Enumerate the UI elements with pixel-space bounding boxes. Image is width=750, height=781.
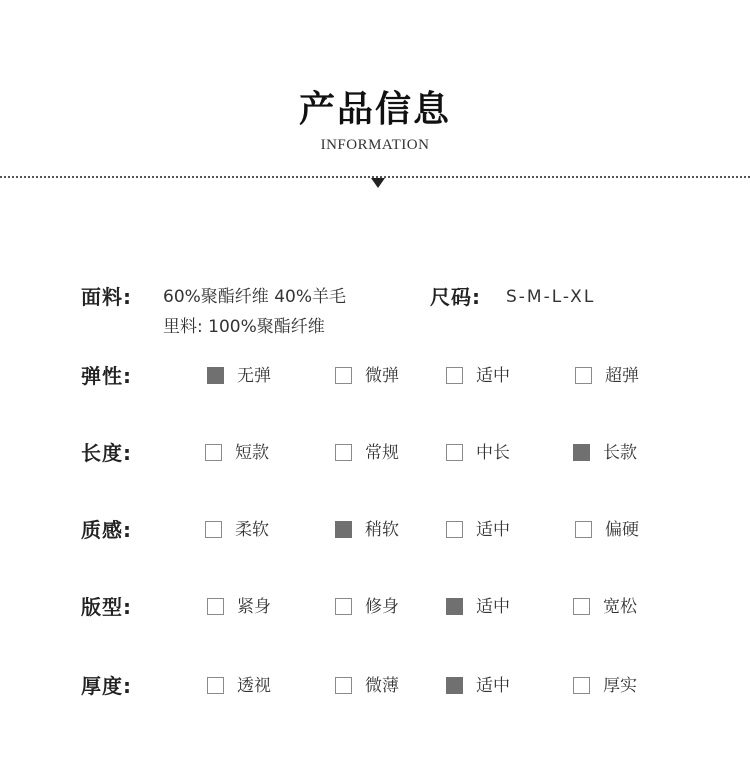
unchecked-box-icon bbox=[573, 598, 590, 615]
thickness-option-label: 适中 bbox=[476, 676, 510, 696]
elasticity-option-label: 无弹 bbox=[237, 366, 271, 386]
checked-box-icon bbox=[207, 367, 224, 384]
checked-box-icon bbox=[573, 444, 590, 461]
texture-option-label: 柔软 bbox=[235, 520, 269, 540]
lining-composition: 里料: 100%聚酯纤维 bbox=[163, 317, 325, 337]
fit-option-label: 宽松 bbox=[603, 597, 637, 617]
triangle-down-icon bbox=[371, 178, 385, 188]
thickness-option-label: 透视 bbox=[237, 676, 271, 696]
checked-box-icon bbox=[335, 521, 352, 538]
unchecked-box-icon bbox=[575, 521, 592, 538]
fabric-label: 面料: bbox=[81, 285, 132, 309]
length-option-label: 长款 bbox=[603, 443, 637, 463]
length-option-label: 常规 bbox=[365, 443, 399, 463]
checked-box-icon bbox=[446, 677, 463, 694]
fit-label: 版型: bbox=[81, 595, 132, 619]
thickness-option-label: 厚实 bbox=[603, 676, 637, 696]
unchecked-box-icon bbox=[335, 677, 352, 694]
unchecked-box-icon bbox=[207, 598, 224, 615]
thickness-label: 厚度: bbox=[81, 674, 132, 698]
elasticity-option-label: 超弹 bbox=[605, 366, 639, 386]
unchecked-box-icon bbox=[207, 677, 224, 694]
unchecked-box-icon bbox=[575, 367, 592, 384]
length-option-label: 中长 bbox=[476, 443, 510, 463]
elasticity-option-label: 适中 bbox=[476, 366, 510, 386]
unchecked-box-icon bbox=[446, 367, 463, 384]
texture-option-label: 适中 bbox=[476, 520, 510, 540]
length-option-label: 短款 bbox=[235, 443, 269, 463]
fabric-composition: 60%聚酯纤维 40%羊毛 bbox=[163, 287, 346, 307]
thickness-option-label: 微薄 bbox=[365, 676, 399, 696]
fit-option-label: 紧身 bbox=[237, 597, 271, 617]
unchecked-box-icon bbox=[573, 677, 590, 694]
length-label: 长度: bbox=[81, 441, 132, 465]
unchecked-box-icon bbox=[446, 521, 463, 538]
unchecked-box-icon bbox=[335, 444, 352, 461]
elasticity-label: 弹性: bbox=[81, 364, 132, 388]
texture-option-label: 偏硬 bbox=[605, 520, 639, 540]
checked-box-icon bbox=[446, 598, 463, 615]
unchecked-box-icon bbox=[205, 444, 222, 461]
unchecked-box-icon bbox=[335, 367, 352, 384]
unchecked-box-icon bbox=[335, 598, 352, 615]
unchecked-box-icon bbox=[205, 521, 222, 538]
texture-option-label: 稍软 bbox=[365, 520, 399, 540]
fit-option-label: 适中 bbox=[476, 597, 510, 617]
page-subtitle: INFORMATION bbox=[320, 137, 430, 153]
size-label: 尺码: bbox=[430, 285, 481, 309]
elasticity-option-label: 微弹 bbox=[365, 366, 399, 386]
fit-option-label: 修身 bbox=[365, 597, 399, 617]
page-title: 产品信息 bbox=[298, 89, 451, 130]
unchecked-box-icon bbox=[446, 444, 463, 461]
texture-label: 质感: bbox=[81, 518, 132, 542]
size-value: S-M-L-XL bbox=[506, 287, 596, 307]
